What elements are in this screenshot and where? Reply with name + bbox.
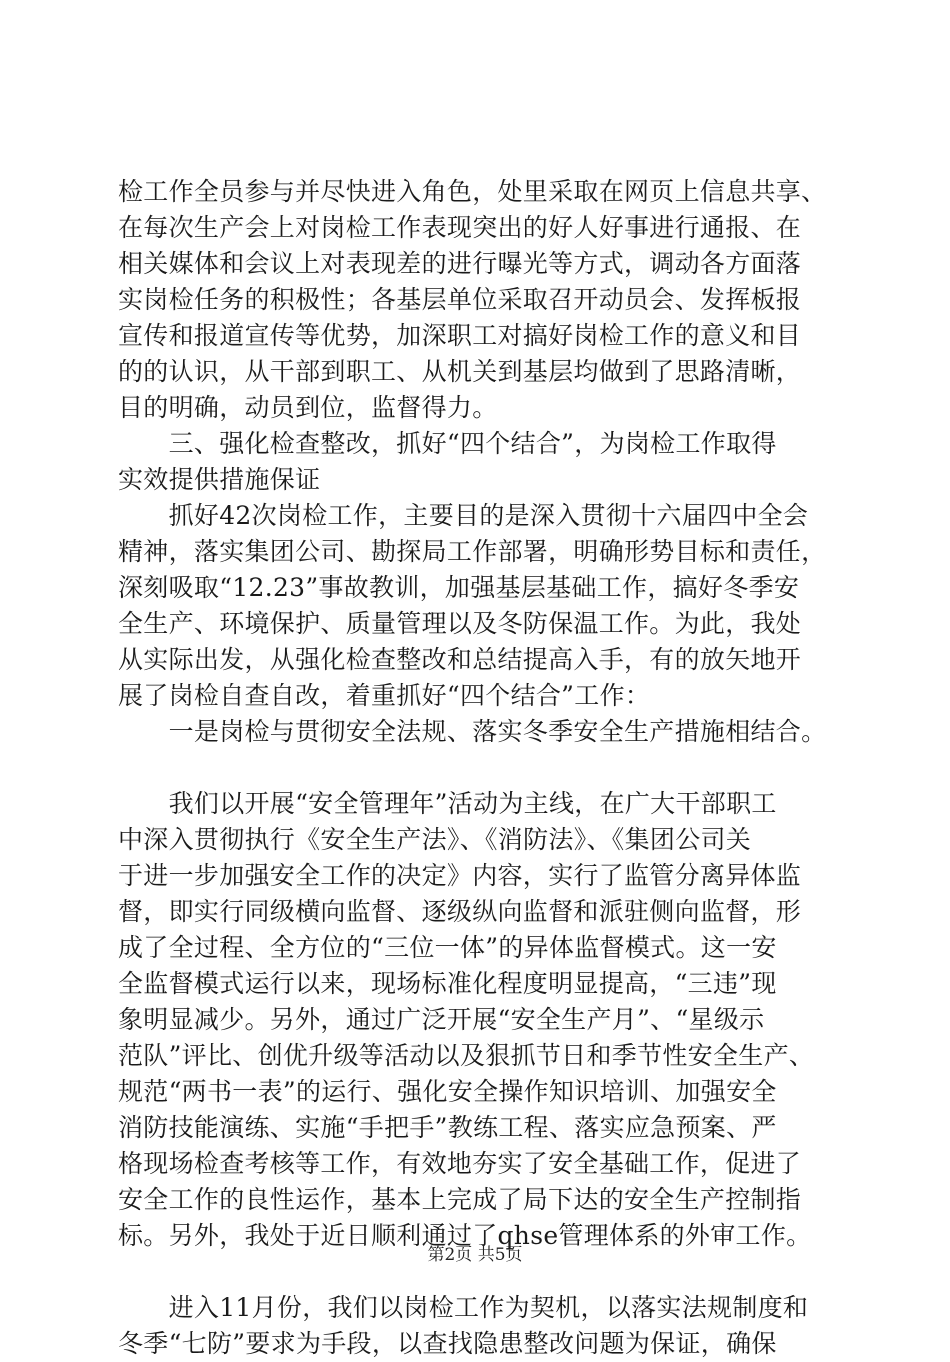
text-line: 我们以开展“安全管理年”活动为主线，在广大干部职工 <box>118 789 777 818</box>
text-line: 范队”评比、创优升级等活动以及狠抓节日和季节性安全生产、 <box>118 1041 815 1070</box>
text-line: 展了岗检自查自改，着重抓好“四个结合”工作： <box>118 681 651 710</box>
blank-line <box>118 750 838 786</box>
text-line: 实效提供措施保证 <box>118 465 321 494</box>
text-line: 安全工作的良性运作，基本上完成了局下达的安全生产控制指 <box>118 1185 802 1214</box>
text-line: 的的认识，从干部到职工、从机关到基层均做到了思路清晰， <box>118 357 802 386</box>
text-line: 进入11月份，我们以岗检工作为契机，以落实法规制度和 <box>118 1293 809 1322</box>
text-line: 成了全过程、全方位的“三位一体”的异体监督模式。这一安 <box>118 933 777 962</box>
text-line: 规范“两书一表”的运行、强化安全操作知识培训、加强安全 <box>118 1077 777 1106</box>
text-line: 实岗检任务的积极性；各基层单位采取召开动员会、发挥板报 <box>118 285 802 314</box>
page-footer: 第2页 共5页 <box>427 1245 523 1265</box>
text-line: 宣传和报道宣传等优势，加深职工对搞好岗检工作的意义和目 <box>118 321 802 350</box>
text-line: 相关媒体和会议上对表现差的进行曝光等方式，调动各方面落 <box>118 249 802 278</box>
text-line: 目的明确，动员到位，监督得力。 <box>118 393 498 422</box>
text-line: 格现场检查考核等工作，有效地夯实了安全基础工作，促进了 <box>118 1149 802 1178</box>
body-text <box>118 174 838 1362</box>
text-line: 象明显减少。另外，通过广泛开展“安全生产月”、“星级示 <box>118 1005 765 1034</box>
text-line: 督，即实行同级横向监督、逐级纵向监督和派驻侧向监督，形 <box>118 897 802 926</box>
text-line: 冬季“七防”要求为手段，以查找隐患整改问题为保证，确保 <box>118 1329 777 1358</box>
text-line: 精神，落实集团公司、勘探局工作部署，明确形势目标和责任， <box>118 537 827 566</box>
text-line: 消防技能演练、实施“手把手”教练工程、落实应急预案、严 <box>118 1113 777 1142</box>
text-line: 标。另外，我处于近日顺利通过了qhse管理体系的外审工作。 <box>118 1221 812 1250</box>
text-line: 从实际出发，从强化检查整改和总结提高入手，有的放矢地开 <box>118 645 802 674</box>
text-line: 中深入贯彻执行《安全生产法》、《消防法》、《集团公司关 <box>118 825 752 854</box>
text-line: 全生产、环境保护、质量管理以及冬防保温工作。为此，我处 <box>118 609 802 638</box>
text-line: 全监督模式运行以来，现场标准化程度明显提高，“三违”现 <box>118 969 777 998</box>
text-line: 一是岗检与贯彻安全法规、落实冬季安全生产措施相结合。 <box>118 717 827 746</box>
text-line: 抓好42次岗检工作，主要目的是深入贯彻十六届四中全会 <box>118 501 809 530</box>
text-line: 深刻吸取“12.23”事故教训，加强基层基础工作，搞好冬季安 <box>118 573 800 602</box>
text-line: 三、强化检查整改，抓好“四个结合”，为岗检工作取得 <box>118 429 777 458</box>
text-line: 在每次生产会上对岗检工作表现突出的好人好事进行通报、在 <box>118 213 802 242</box>
text-line: 于进一步加强安全工作的决定》内容，实行了监管分离异体监 <box>118 861 802 890</box>
text-line: 检工作全员参与并尽快进入角色，处里采取在网页上信息共享、 <box>118 177 827 206</box>
